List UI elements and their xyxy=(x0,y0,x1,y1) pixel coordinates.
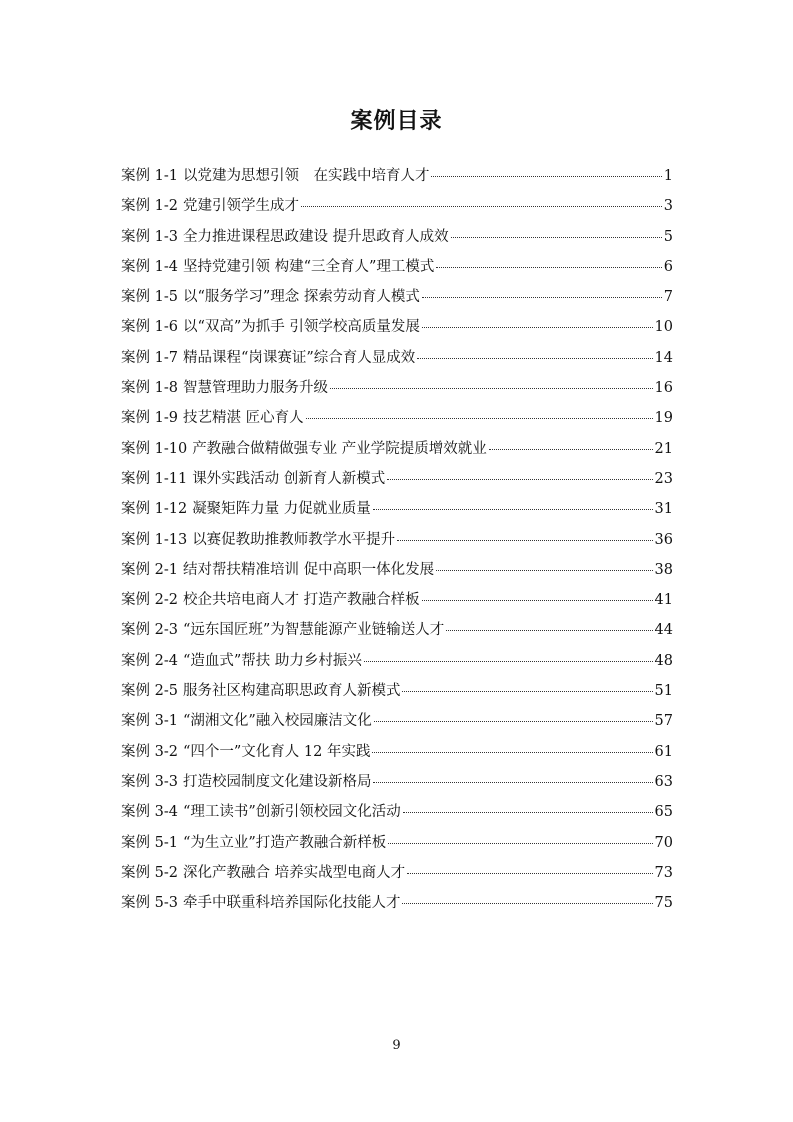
toc-entry-page: 16 xyxy=(654,380,673,397)
toc-entry[interactable] xyxy=(121,373,673,403)
toc-entry-title: 以“服务学习”理念 探索劳动育人模式 xyxy=(182,289,420,306)
toc-entry-label xyxy=(121,191,299,221)
toc-entry-title: 结对帮扶精准培训 促中高职一体化发展 xyxy=(182,561,435,578)
toc-entry-label xyxy=(121,252,434,282)
dot-leader xyxy=(374,720,653,722)
toc-entry[interactable] xyxy=(121,797,673,827)
dot-leader xyxy=(330,387,653,389)
toc-entry-number: 案例 5-1 xyxy=(121,834,178,851)
toc-entry-label xyxy=(121,646,362,676)
toc-entry-label xyxy=(121,555,434,585)
toc-entry-number: 案例 3-4 xyxy=(121,804,178,821)
toc-entry-number: 案例 1-8 xyxy=(121,380,178,397)
toc-entry-label xyxy=(121,858,405,888)
toc-entry-title: 打造校园制度文化建设新格局 xyxy=(182,773,372,790)
toc-entry-label xyxy=(121,373,328,403)
table-of-contents xyxy=(121,161,673,918)
dot-leader xyxy=(431,175,661,177)
toc-entry-label xyxy=(121,585,420,615)
toc-entry-title: “造血式”帮扶 助力乡村振兴 xyxy=(182,652,362,669)
toc-entry-label xyxy=(121,312,420,342)
toc-entry[interactable] xyxy=(121,434,673,464)
toc-entry-page: 7 xyxy=(663,289,673,306)
toc-entry-page: 1 xyxy=(663,168,673,184)
toc-entry-number: 案例 2-5 xyxy=(121,683,178,700)
dot-leader xyxy=(436,569,652,571)
toc-entry-title: “四个一”文化育人 12 年实践 xyxy=(182,743,371,760)
toc-entry-title: 以“双高”为抓手 引领学校高质量发展 xyxy=(182,319,420,336)
toc-entry-title: 深化产教融合 培养实战型电商人才 xyxy=(182,864,406,881)
toc-entry-number: 案例 5-3 xyxy=(121,895,178,912)
toc-entry-number: 案例 1-10 xyxy=(121,440,188,457)
toc-entry-number: 案例 2-2 xyxy=(121,592,178,609)
toc-entry[interactable] xyxy=(121,161,673,191)
toc-entry-title: 坚持党建引领 构建“三全育人”理工模式 xyxy=(182,258,435,275)
toc-entry-number: 案例 1-3 xyxy=(121,228,178,245)
dot-leader xyxy=(306,417,653,419)
toc-entry-page: 75 xyxy=(654,895,673,912)
toc-entry-page: 51 xyxy=(654,683,673,700)
toc-entry-title: “湖湘文化”融入校园廉洁文化 xyxy=(182,713,372,730)
toc-entry-page: 73 xyxy=(654,864,673,881)
toc-entry-number: 案例 1-1 xyxy=(121,168,178,184)
toc-entry-page: 5 xyxy=(663,228,673,245)
toc-entry-number: 案例 1-11 xyxy=(121,470,188,487)
toc-entry-label xyxy=(121,828,386,858)
toc-entry[interactable] xyxy=(121,706,673,736)
dot-leader xyxy=(364,660,653,662)
dot-leader xyxy=(397,539,652,541)
dot-leader xyxy=(372,751,652,753)
toc-entry-number: 案例 1-2 xyxy=(121,198,178,215)
toc-entry-label xyxy=(121,615,444,645)
toc-entry-page: 14 xyxy=(654,349,673,366)
toc-entry[interactable] xyxy=(121,615,673,645)
page-number: 9 xyxy=(392,1038,401,1053)
dot-leader xyxy=(388,842,652,844)
toc-entry-number: 案例 3-3 xyxy=(121,773,178,790)
toc-entry-page: 23 xyxy=(654,470,673,487)
toc-entry[interactable] xyxy=(121,858,673,888)
toc-entry-title: “理工读书”创新引领校园文化活动 xyxy=(182,804,401,821)
dot-leader xyxy=(422,599,653,601)
toc-entry-title: 牵手中联重科培养国际化技能人才 xyxy=(182,895,401,912)
toc-entry-title: 以党建为思想引领 在实践中培育人才 xyxy=(182,168,430,184)
dot-leader xyxy=(489,448,653,450)
toc-entry-title: 产教融合做精做强专业 产业学院提质增效就业 xyxy=(192,440,487,457)
toc-entry-number: 案例 5-2 xyxy=(121,864,178,881)
toc-entry-page: 31 xyxy=(654,501,673,518)
toc-entry-title: 校企共培电商人才 打造产教融合样板 xyxy=(182,592,420,609)
toc-entry-label xyxy=(121,706,372,736)
toc-entry-number: 案例 2-1 xyxy=(121,561,178,578)
toc-entry[interactable] xyxy=(121,676,673,706)
toc-entry[interactable] xyxy=(121,555,673,585)
toc-entry-title: 服务社区构建高职思政育人新模式 xyxy=(182,683,401,700)
toc-entry-title: 凝聚矩阵力量 力促就业质量 xyxy=(192,501,371,518)
dot-leader xyxy=(422,326,653,328)
toc-entry[interactable] xyxy=(121,585,673,615)
toc-entry-label xyxy=(121,737,370,767)
toc-entry[interactable] xyxy=(121,191,673,221)
toc-entry-number: 案例 1-4 xyxy=(121,258,178,275)
toc-entry-title: 智慧管理助力服务升级 xyxy=(182,380,328,397)
toc-entry-label xyxy=(121,464,385,494)
toc-entry-number: 案例 1-9 xyxy=(121,410,178,427)
toc-entry-page: 6 xyxy=(663,258,673,275)
toc-entry-title: “远东国匠班”为智慧能源产业链输送人才 xyxy=(182,622,445,639)
toc-entry-label xyxy=(121,343,415,373)
toc-entry-title: 以赛促教助推教师教学水平提升 xyxy=(192,531,396,548)
toc-entry[interactable] xyxy=(121,282,673,312)
toc-entry[interactable] xyxy=(121,828,673,858)
toc-entry-number: 案例 3-2 xyxy=(121,743,178,760)
toc-entry-page: 19 xyxy=(654,410,673,427)
dot-leader xyxy=(373,781,652,783)
toc-entry-number: 案例 1-6 xyxy=(121,319,178,336)
dot-leader xyxy=(387,478,652,480)
toc-entry-page: 44 xyxy=(654,622,673,639)
dot-leader xyxy=(373,508,653,510)
toc-entry-label xyxy=(121,222,449,252)
toc-entry-title: 技艺精湛 匠心育人 xyxy=(182,410,304,427)
page-title: 案例目录 xyxy=(350,109,443,134)
toc-entry-title: 全力推进课程思政建设 提升思政育人成效 xyxy=(182,228,449,245)
toc-entry[interactable] xyxy=(121,888,673,918)
dot-leader xyxy=(436,266,661,268)
toc-entry-page: 65 xyxy=(654,804,673,821)
toc-entry-title: 精品课程“岗课赛证”综合育人显成效 xyxy=(182,349,416,366)
toc-entry[interactable] xyxy=(121,525,673,555)
toc-entry-number: 案例 3-1 xyxy=(121,713,178,730)
dot-leader xyxy=(446,629,652,631)
toc-entry-number: 案例 2-3 xyxy=(121,622,178,639)
toc-entry-title: 党建引领学生成才 xyxy=(182,198,299,215)
toc-entry-page: 61 xyxy=(654,743,673,760)
toc-entry-label xyxy=(121,888,400,918)
toc-entry[interactable] xyxy=(121,494,673,524)
toc-entry[interactable] xyxy=(121,252,673,282)
toc-entry-page: 63 xyxy=(654,773,673,790)
toc-entry-number: 案例 1-5 xyxy=(121,289,178,306)
toc-entry-number: 案例 1-7 xyxy=(121,349,178,366)
toc-entry-label xyxy=(121,282,420,312)
toc-entry-label xyxy=(121,676,400,706)
dot-leader xyxy=(402,690,652,692)
toc-entry[interactable] xyxy=(121,343,673,373)
toc-entry-label xyxy=(121,767,371,797)
toc-entry-page: 3 xyxy=(663,198,673,215)
toc-entry-label xyxy=(121,525,395,555)
dot-leader xyxy=(417,357,652,359)
toc-entry-page: 48 xyxy=(654,652,673,669)
toc-entry[interactable] xyxy=(121,312,673,342)
dot-leader xyxy=(402,902,652,904)
toc-entry[interactable] xyxy=(121,646,673,676)
toc-entry-number: 案例 2-4 xyxy=(121,652,178,669)
toc-entry-label xyxy=(121,494,371,524)
toc-entry-page: 10 xyxy=(654,319,673,336)
toc-entry-title: “为生立业”打造产教融合新样板 xyxy=(182,834,387,851)
toc-entry-label xyxy=(121,797,401,827)
toc-entry-number: 案例 1-12 xyxy=(121,501,188,518)
toc-entry-page: 21 xyxy=(654,440,673,457)
toc-entry[interactable] xyxy=(121,464,673,494)
dot-leader xyxy=(407,872,652,874)
toc-entry-page: 36 xyxy=(654,531,673,548)
toc-entry[interactable] xyxy=(121,767,673,797)
dot-leader xyxy=(422,296,662,298)
toc-entry-label xyxy=(121,161,429,191)
toc-entry-number: 案例 1-13 xyxy=(121,531,188,548)
toc-entry-page: 38 xyxy=(654,561,673,578)
toc-entry-title: 课外实践活动 创新育人新模式 xyxy=(192,470,386,487)
toc-entry-page: 41 xyxy=(654,592,673,609)
toc-entry-page: 57 xyxy=(654,713,673,730)
toc-entry[interactable] xyxy=(121,403,673,433)
toc-entry-label xyxy=(121,403,304,433)
dot-leader xyxy=(403,811,653,813)
toc-entry-label xyxy=(121,434,487,464)
dot-leader xyxy=(301,205,662,207)
toc-entry-page: 70 xyxy=(654,834,673,851)
dot-leader xyxy=(451,236,662,238)
toc-entry[interactable] xyxy=(121,737,673,767)
toc-entry[interactable] xyxy=(121,222,673,252)
